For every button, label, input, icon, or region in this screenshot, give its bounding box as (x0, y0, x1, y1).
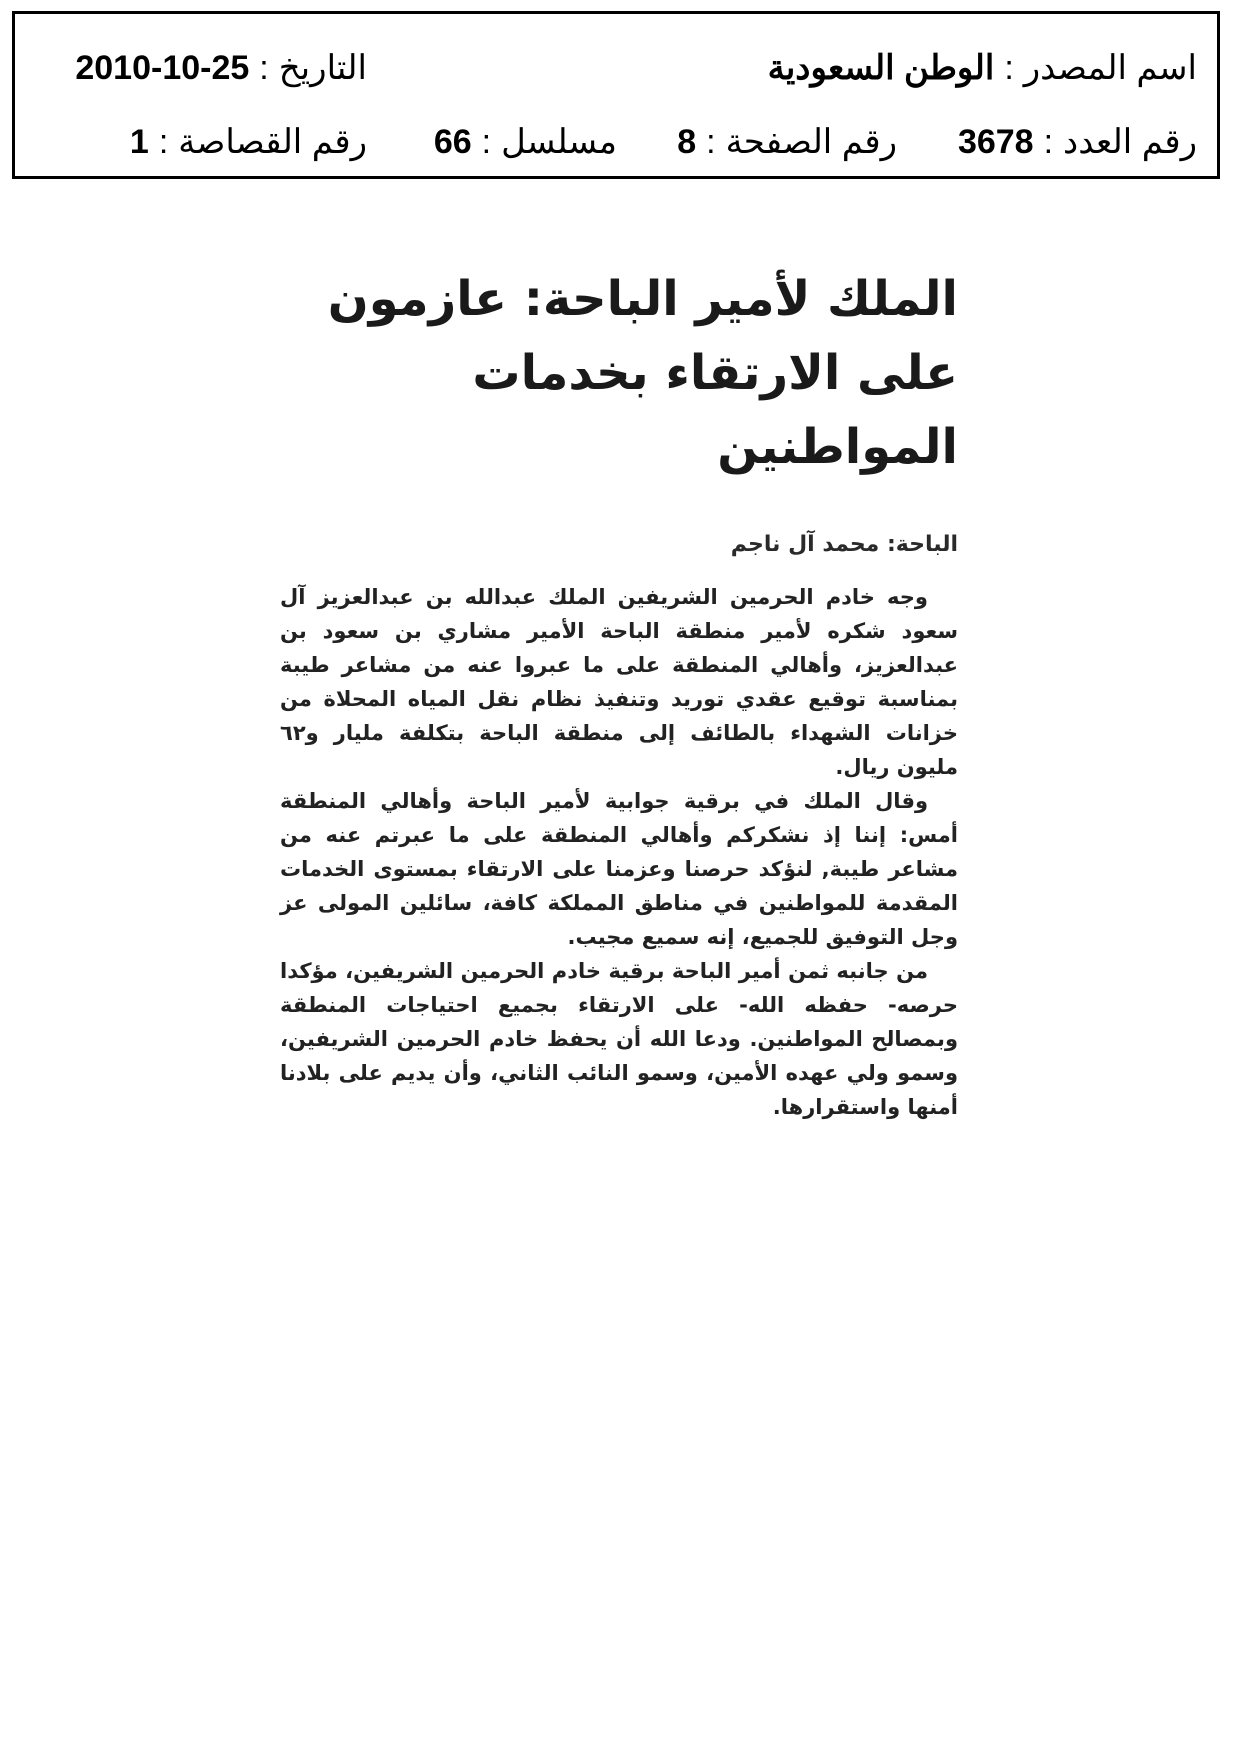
source-value: الوطن السعودية (767, 49, 995, 87)
source-separator: : (1004, 49, 1014, 87)
article-paragraph-3: من جانبه ثمن أمير الباحة برقية خادم الحرمين الشريفين، مؤكدا حرصه- حفظه الله- على الارتقاء بجميع احتياجات المنطقة وبمصالح المواطنين. ودعا الله أن يحفظ خادم الحرمين الشريفين، وسمو ولي عهده الأمين، وسمو النائب الثاني، وأن يديم على بلادنا أمنها واستقرارها. (280, 959, 958, 1119)
source-label: اسم المصدر (1023, 49, 1197, 87)
date-field (75, 48, 367, 88)
clip-separator: : (158, 123, 169, 161)
page-separator: : (706, 123, 716, 161)
serial-value: 66 (433, 123, 472, 161)
date-separator: : (259, 49, 269, 87)
date-label: التاريخ (278, 49, 367, 87)
issue-label: رقم العدد (1063, 123, 1197, 161)
clip-value: 1 (129, 123, 149, 161)
clip-field (130, 122, 367, 162)
page-field (677, 122, 897, 162)
article-byline: الباحة: محمد آل ناجم (730, 532, 958, 557)
issue-separator: : (1043, 123, 1054, 161)
page-value: 8 (677, 123, 697, 161)
page-label: رقم الصفحة (725, 123, 897, 161)
article-headline (280, 262, 958, 484)
issue-field (958, 122, 1197, 162)
article-body (280, 580, 958, 1124)
serial-field (434, 122, 617, 162)
article-paragraph-1: وجه خادم الحرمين الشريفين الملك عبدالله بن عبدالعزيز آل سعود شكره لأمير منطقة الباحة الأمير مشاري بن سعود بن عبدالعزيز، وأهالي المنطقة على ما عبروا عنه من مشاعر طيبة بمناسبة توقيع عقدي توريد وتنفيذ نظام نقل المياه المحلاة من خزانات الشهداء بالطائف إلى منطقة الباحة بتكلفة مليار و٦٢ مليون ريال. (280, 585, 958, 779)
headline-line-1: الملك لأمير الباحة: عازمون (327, 271, 958, 327)
news-article (280, 262, 958, 1124)
serial-separator: : (481, 123, 492, 161)
issue-value: 3678 (957, 123, 1034, 161)
headline-line-2: على الارتقاء بخدمات المواطنين (472, 345, 958, 475)
clip-label: رقم القصاصة (178, 123, 367, 161)
source-field (768, 48, 1197, 88)
serial-label: مسلسل (501, 123, 617, 161)
article-paragraph-2: وقال الملك في برقية جوابية لأمير الباحة وأهالي المنطقة أمس: إننا إذ نشكركم وأهالي المنطقة على ما عبرتم عنه من مشاعر طيبة, لنؤكد حرصنا وعزمنا على الارتقاء بمستوى الخدمات المقدمة للمواطنين في مناطق المملكة كافة، سائلين المولى عز وجل التوفيق للجميع، إنه سميع مجيب. (280, 789, 958, 949)
clipping-metadata-box (12, 11, 1220, 179)
date-value: 2010-10-25 (75, 49, 250, 87)
